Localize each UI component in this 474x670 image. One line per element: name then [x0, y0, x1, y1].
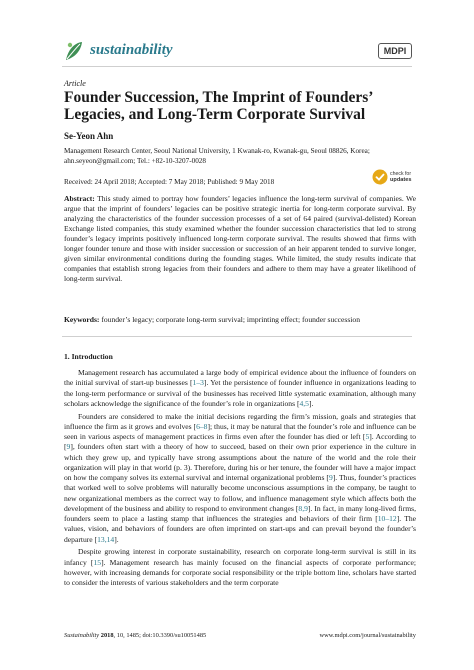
citation-link[interactable]: 1–3	[192, 378, 204, 388]
header-divider	[62, 66, 412, 67]
citation-link[interactable]: 9	[328, 473, 333, 482]
section-divider	[62, 336, 412, 337]
footer-citation	[64, 632, 206, 639]
text-run: ]. The values, vision, and behaviors of founders are often imprinted on start-ups and can prevail beyond the founder’s departure [	[64, 514, 417, 544]
check-updates-icon	[372, 169, 388, 185]
citation-link[interactable]: 13,14	[97, 534, 115, 544]
footer-year: 2018	[100, 632, 114, 639]
check-updates-line1: check for	[390, 171, 412, 177]
text-run: ]. In fact, in many long-lived firms, founders seem to place a lasting stamp that influences the strategies and behaviors of their firm [	[64, 503, 416, 523]
text-run: ], founders often start with a theory of how to succeed, based on their own prior experience in the culture in which they grew up, and typically have strong assumptions about the nature of the world and the role their organization will play in that world (p. 3). Therefore, during his or her tenure, the founder will have a major impact on how the company solves its external survival and internal organizational problems [	[64, 442, 416, 482]
citation-link[interactable]: 5	[365, 432, 370, 441]
abstract	[64, 194, 416, 284]
text-run: ]. According to [	[64, 432, 416, 452]
text-run: Founders are considered to make the initial decisions regarding the firm’s mission, goals and strategies that influence the firm as it grows and evolves [	[64, 411, 416, 431]
keywords-text: founder’s legacy; corporate long-term survival; imprinting effect; founder succession	[99, 315, 361, 324]
citation-link[interactable]: 4,5	[299, 398, 309, 408]
citation-link[interactable]: 10–12	[377, 514, 397, 523]
check-for-updates-badge[interactable]	[372, 169, 411, 185]
footer-url[interactable]: www.mdpi.com/journal/sustainability	[319, 632, 416, 639]
footer-citation-rest: , 10, 1485; doi:10.3390/su10051485	[113, 632, 207, 639]
text-run: ]. Thus, founder’s practices that worked well to solve problems will naturally become unconscious assumptions in the company, be taught to new organizational members as the correct way to follow, and influence management style which affects both the development of the business and ability to respond to environment changes [	[64, 473, 417, 513]
publisher-logo[interactable]: MDPI	[378, 43, 412, 59]
journal-logo-icon	[64, 40, 84, 62]
article-title: Founder Succession, The Imprint of Founders’ Legacies, and Long-Term Corporate Survival	[64, 89, 373, 123]
paragraph-3	[64, 547, 416, 588]
text-run: ].	[308, 398, 314, 408]
article-type: Article	[64, 79, 86, 88]
citation-link[interactable]: 6–8	[196, 421, 208, 431]
section-heading: 1. Introduction	[64, 352, 113, 361]
author-affiliation: Management Research Center, Seoul National University, 1 Kwanak-ro, Kwanak-gu, Seoul 08826, Korea; ahn.seyeon@gmail.com; Tel.: +82-10-3207-0028	[64, 147, 370, 165]
journal-name[interactable]: sustainability	[90, 42, 173, 58]
text-run: ]. Yet the persistence of founder influence in organizations leading to the long-term performance or survival of the businesses has received little systematic examination, although many scholars acknowledge the significance of the founder’s role in organizations [	[64, 378, 416, 408]
author-name: Se-Yeon Ahn	[64, 131, 114, 141]
citation-link[interactable]: 15	[93, 557, 102, 567]
footer-journal: Sustainability	[64, 632, 100, 639]
text-run: ]. Management research has mainly focused on the financial aspects of corporate performance; however, with increasing demands for corporate social responsibility or the triple bottom line, scholars have started to consider the interests of various stakeholders and the term corporate	[64, 557, 416, 587]
keywords	[64, 315, 416, 325]
body-text	[64, 368, 416, 591]
publication-dates: Received: 24 April 2018; Accepted: 7 May 2018; Published: 9 May 2018	[64, 178, 275, 186]
text-run: Management research has accumulated a large body of empirical evidence about the influence of founders on the initial survival of start-up businesses [	[64, 368, 416, 388]
abstract-label: Abstract:	[64, 194, 95, 203]
keywords-label: Keywords:	[64, 315, 100, 324]
paragraph-2	[64, 412, 416, 545]
text-run: ]; thus, it may be natural that the founder’s role and influence can be seen in various aspects of management practices in firms even after the founder has died or left [	[64, 421, 416, 441]
citation-link[interactable]: 9	[66, 442, 71, 452]
check-updates-line2: updates	[390, 177, 412, 183]
paragraph-1	[64, 368, 416, 409]
text-run: Despite growing interest in corporate sustainability, research on corporate long-term survival is still in its infancy [	[64, 547, 416, 567]
citation-link[interactable]: 8,9	[298, 503, 308, 513]
text-run: ].	[114, 534, 119, 544]
abstract-text: This study aimed to portray how founders’ legacies influence the long-term survival of companies. We argue that the imprint of founders’ legacies can be positive strategic inertia for long-term corporate survival. By analyzing the characteristics of the founder succession processes of a set of 64 paired (survival-delisted) Korean Exchange listed companies, this study examined whether the founder succession characteristics that led to strong founder’s legacy imprints positively influenced long-term corporate survival. The results showed that firms with longer founder tenure and those with insider succession or succession of an heir apparent tended to survive longer, given similar environmental conditions during the founding stages. While limited, the study results indicate that companies that establish strong legacies from their founders and adhere to them may have a greater likelihood of long-term survival.	[64, 194, 416, 283]
check-updates-label	[390, 171, 411, 183]
